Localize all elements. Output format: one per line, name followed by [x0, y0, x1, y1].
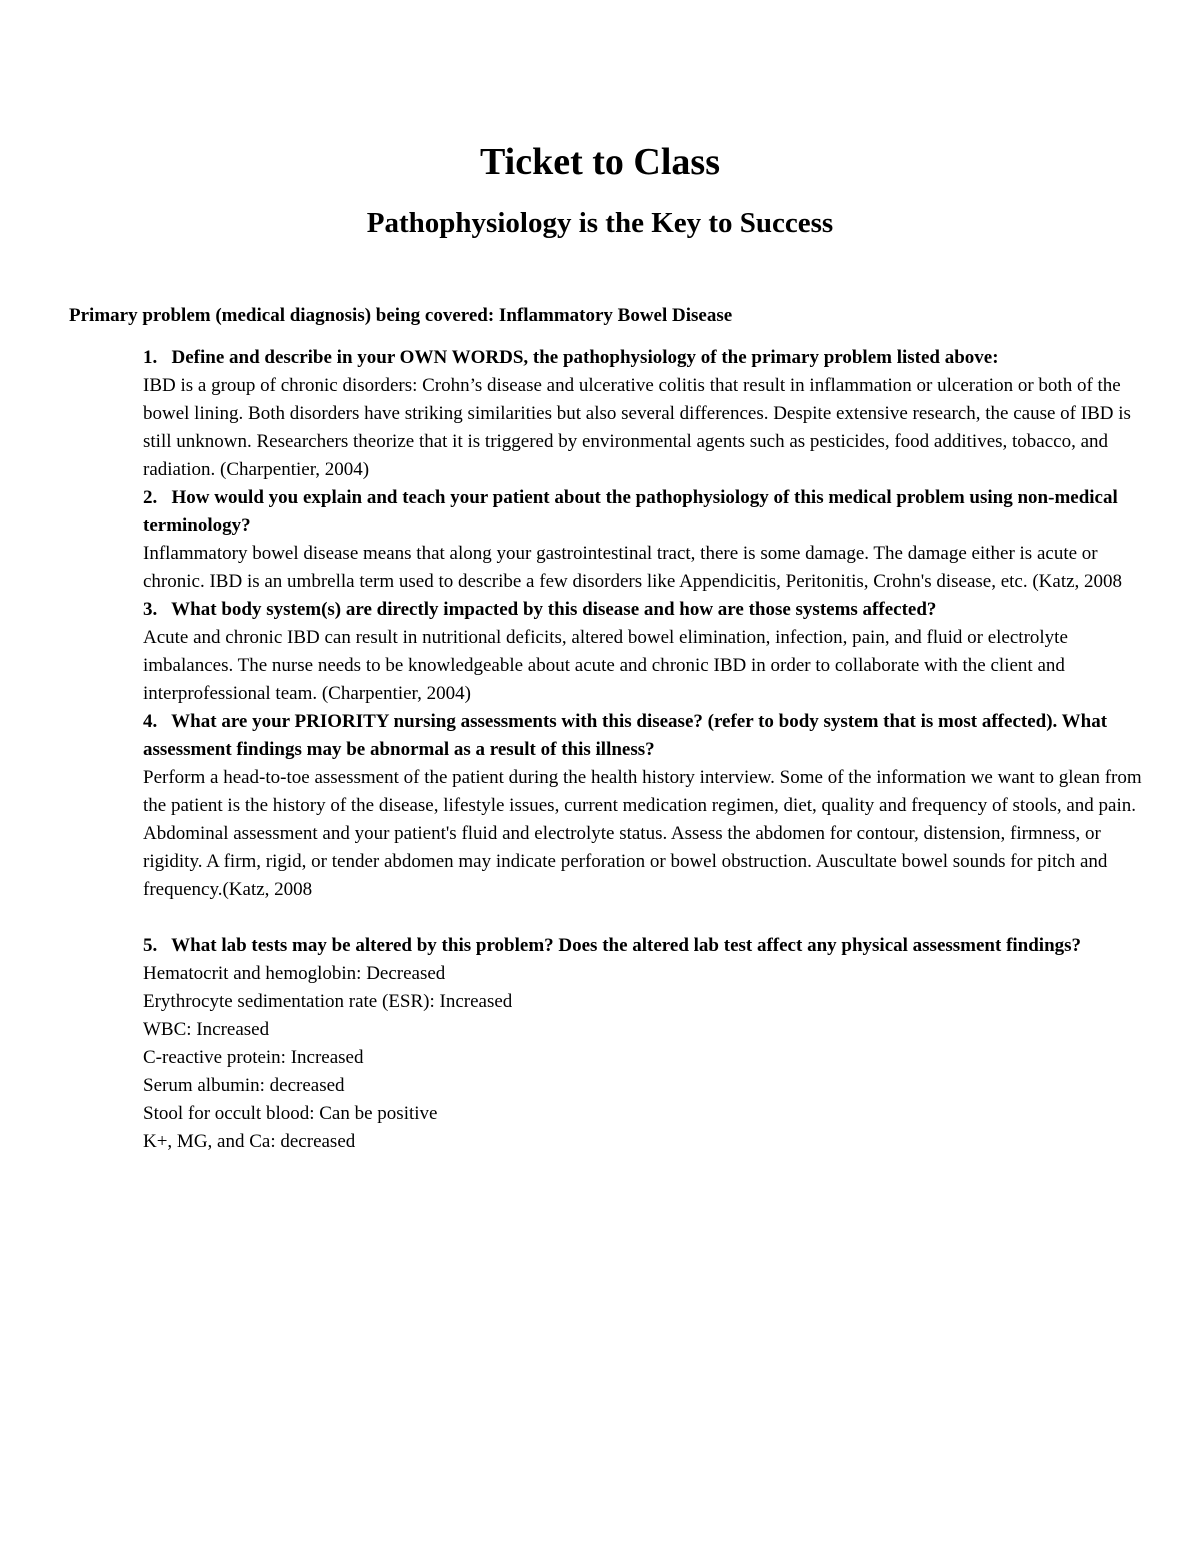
answer-paragraph: Abdominal assessment and your patient's fluid and electrolyte status. Assess the abdomen for contour, distension, firmness, or rigidity. A firm, rigid, or tender abdomen may indicate perforation or bowel obstruction. Auscultate bowel sounds for pitch and frequency.(Katz, 2008 [143, 823, 1108, 900]
question-number: 2. [143, 487, 158, 508]
lab-result: K+, MG, and Ca: decreased [143, 1131, 356, 1152]
question-2 [143, 484, 1153, 540]
question-text: What lab tests may be altered by this problem? Does the altered lab test affect any physical assessment findings? [171, 935, 1082, 956]
lab-result: Serum albumin: decreased [143, 1075, 345, 1096]
question-block-3 [143, 596, 1153, 708]
question-text: How would you explain and teach your patient about the pathophysiology of this medical problem using non-medical terminology? [143, 487, 1118, 536]
question-block-5 [143, 932, 1153, 1156]
question-4 [143, 708, 1153, 764]
primary-problem: Primary problem (medical diagnosis) being covered: Inflammatory Bowel Disease [69, 305, 733, 326]
lab-result: C-reactive protein: Increased [143, 1047, 364, 1068]
question-number: 5. [143, 935, 158, 956]
question-5 [143, 932, 1153, 960]
lab-result: Stool for occult blood: Can be positive [143, 1103, 438, 1124]
question-block-4 [143, 708, 1153, 904]
page-subtitle: Pathophysiology is the Key to Success [366, 207, 834, 239]
lab-result: Erythrocyte sedimentation rate (ESR): Increased [143, 991, 513, 1012]
question-number: 3. [143, 599, 158, 620]
question-number: 4. [143, 711, 158, 732]
question-block-1 [143, 344, 1153, 484]
answer-paragraph: Perform a head-to-toe assessment of the patient during the health history interview. Some of the information we want to glean from the patient is the history of the disease, lifestyle issues, current medication regimen, diet, quality and frequency of stools, and pain. [143, 767, 1142, 816]
question-3 [143, 596, 1153, 624]
answer-paragraph: Acute and chronic IBD can result in nutritional deficits, altered bowel elimination, infection, pain, and fluid or electrolyte imbalances. The nurse needs to be knowledgeable about acute and chronic IBD in order to collaborate with the client and interprofessional team. (Charpentier, 2004) [143, 627, 1068, 704]
question-text: Define and describe in your OWN WORDS, the pathophysiology of the primary problem listed above: [171, 347, 999, 368]
answer-paragraph: IBD is a group of chronic disorders: Crohn’s disease and ulcerative colitis that result in inflammation or ulceration or both of the bowel lining. Both disorders have striking similarities but also several differences. Despite extensive research, the cause of IBD is still unknown. Researchers theorize that it is triggered by environmental agents such as pesticides, food additives, tobacco, and radiation. (Charpentier, 2004) [143, 375, 1131, 480]
spacer [143, 904, 1153, 932]
question-text: What are your PRIORITY nursing assessments with this disease? (refer to body system that is most affected). What assessment findings may be abnormal as a result of this illness? [143, 711, 1108, 760]
question-1 [143, 344, 1153, 372]
lab-result: Hematocrit and hemoglobin: Decreased [143, 963, 446, 984]
questions-section [143, 344, 1153, 1156]
question-block-2 [143, 484, 1153, 596]
question-text: What body system(s) are directly impacted by this disease and how are those systems affected? [171, 599, 937, 620]
lab-result: WBC: Increased [143, 1019, 270, 1040]
answer-paragraph: Inflammatory bowel disease means that along your gastrointestinal tract, there is some damage. The damage either is acute or chronic. IBD is an umbrella term used to describe a few disorders like Appendicitis, Peritonitis, Crohn's disease, etc. (Katz, 2008 [143, 543, 1123, 592]
page-title: Ticket to Class [480, 141, 720, 183]
question-number: 1. [143, 347, 158, 368]
